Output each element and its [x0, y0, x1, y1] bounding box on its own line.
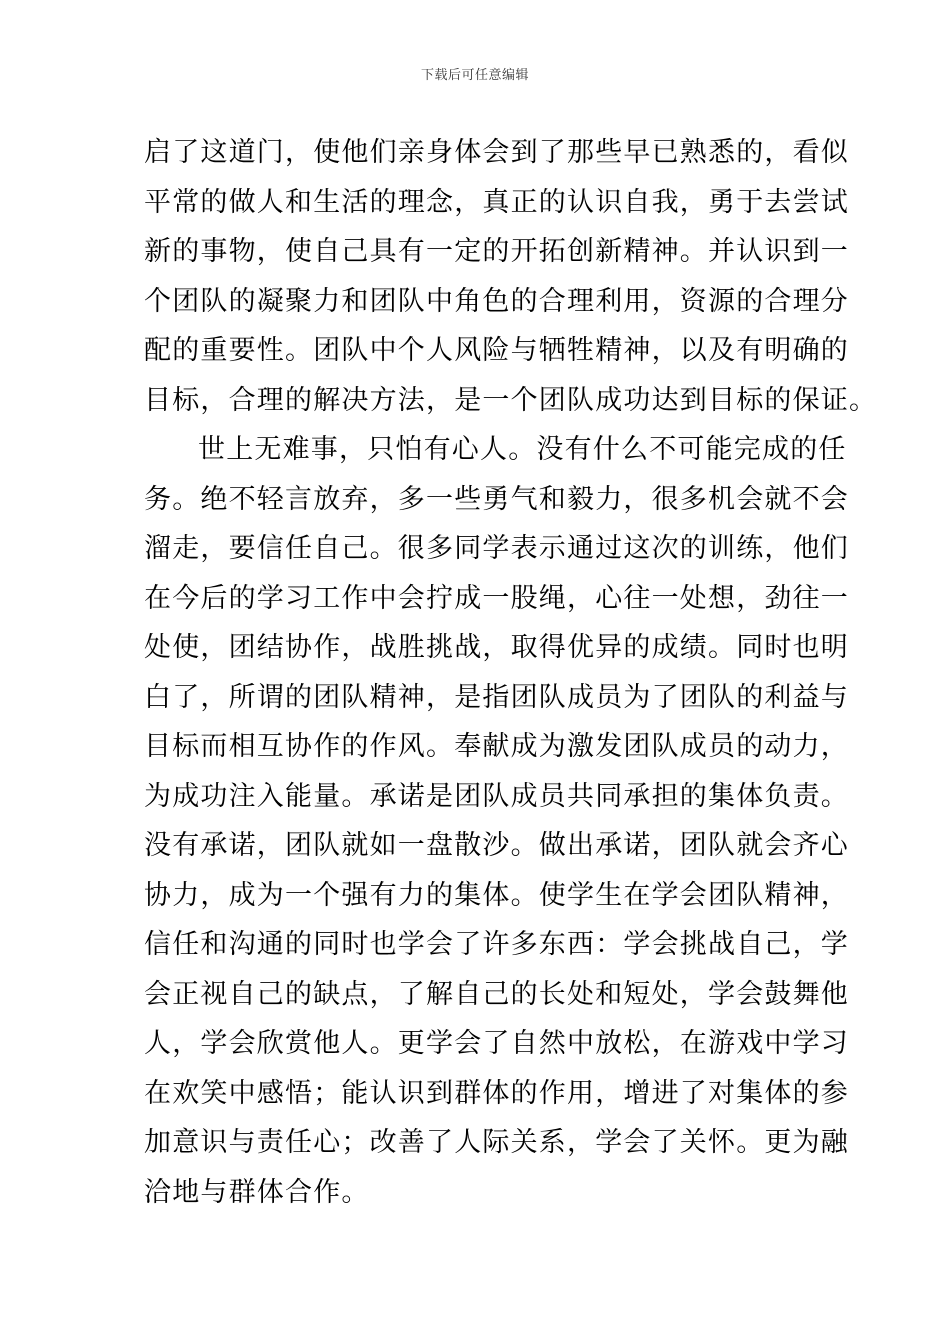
text-line: 加意识与责任心；改善了人际关系，学会了关怀。更为融 [144, 1127, 849, 1158]
text-line: 洽地与群体合作。 [144, 1176, 370, 1208]
text-line: 目标而相互协作的作风。奉献成为激发团队成员的动力， [144, 731, 849, 762]
text-line: 处使，团结协作，战胜挑战，取得优异的成绩。同时也明 [144, 632, 849, 663]
text-line: 启了这道门，使他们亲身体会到了那些早已熟悉的，看似 [144, 137, 849, 168]
text-line: 在欢笑中感悟；能认识到群体的作用，增进了对集体的参 [144, 1077, 849, 1109]
text-line: 在今后的学习工作中会拧成一股绳，心往一处想，劲往一 [144, 582, 849, 614]
text-line: 信任和沟通的同时也学会了许多东西：学会挑战自己，学 [144, 929, 849, 960]
text-line: 个团队的凝聚力和团队中角色的合理利用，资源的合理分 [144, 285, 849, 317]
paragraph-first-line: 世上无难事，只怕有心人。没有什么不可能完成的任 [198, 434, 847, 465]
text-line: 平常的做人和生活的理念，真正的认识自我，勇于去尝试 [144, 186, 849, 218]
text-line: 配的重要性。团队中个人风险与牺牲精神，以及有明确的 [144, 335, 849, 366]
text-line: 白了，所谓的团队精神，是指团队成员为了团队的利益与 [144, 681, 849, 713]
text-line: 协力，成为一个强有力的集体。使学生在学会团队精神， [144, 879, 849, 911]
text-line: 新的事物，使自己具有一定的开拓创新精神。并认识到一 [144, 236, 849, 267]
text-line: 为成功注入能量。承诺是团队成员共同承担的集体负责。 [144, 780, 849, 812]
text-line: 会正视自己的缺点，了解自己的长处和短处，学会鼓舞他 [144, 978, 849, 1010]
text-line: 人，学会欣赏他人。更学会了自然中放松，在游戏中学习 [144, 1028, 849, 1059]
document-body [144, 128, 878, 1217]
text-line: 务。绝不轻言放弃，多一些勇气和毅力，很多机会就不会 [144, 483, 849, 515]
text-line: 溜走，要信任自己。很多同学表示通过这次的训练，他们 [144, 533, 849, 564]
page-header: 下载后可任意编辑 [420, 68, 529, 83]
text-line: 没有承诺，团队就如一盘散沙。做出承诺，团队就会齐心 [144, 830, 849, 861]
text-line: 目标，合理的解决方法，是一个团队成功达到目标的保证。 [144, 384, 878, 416]
